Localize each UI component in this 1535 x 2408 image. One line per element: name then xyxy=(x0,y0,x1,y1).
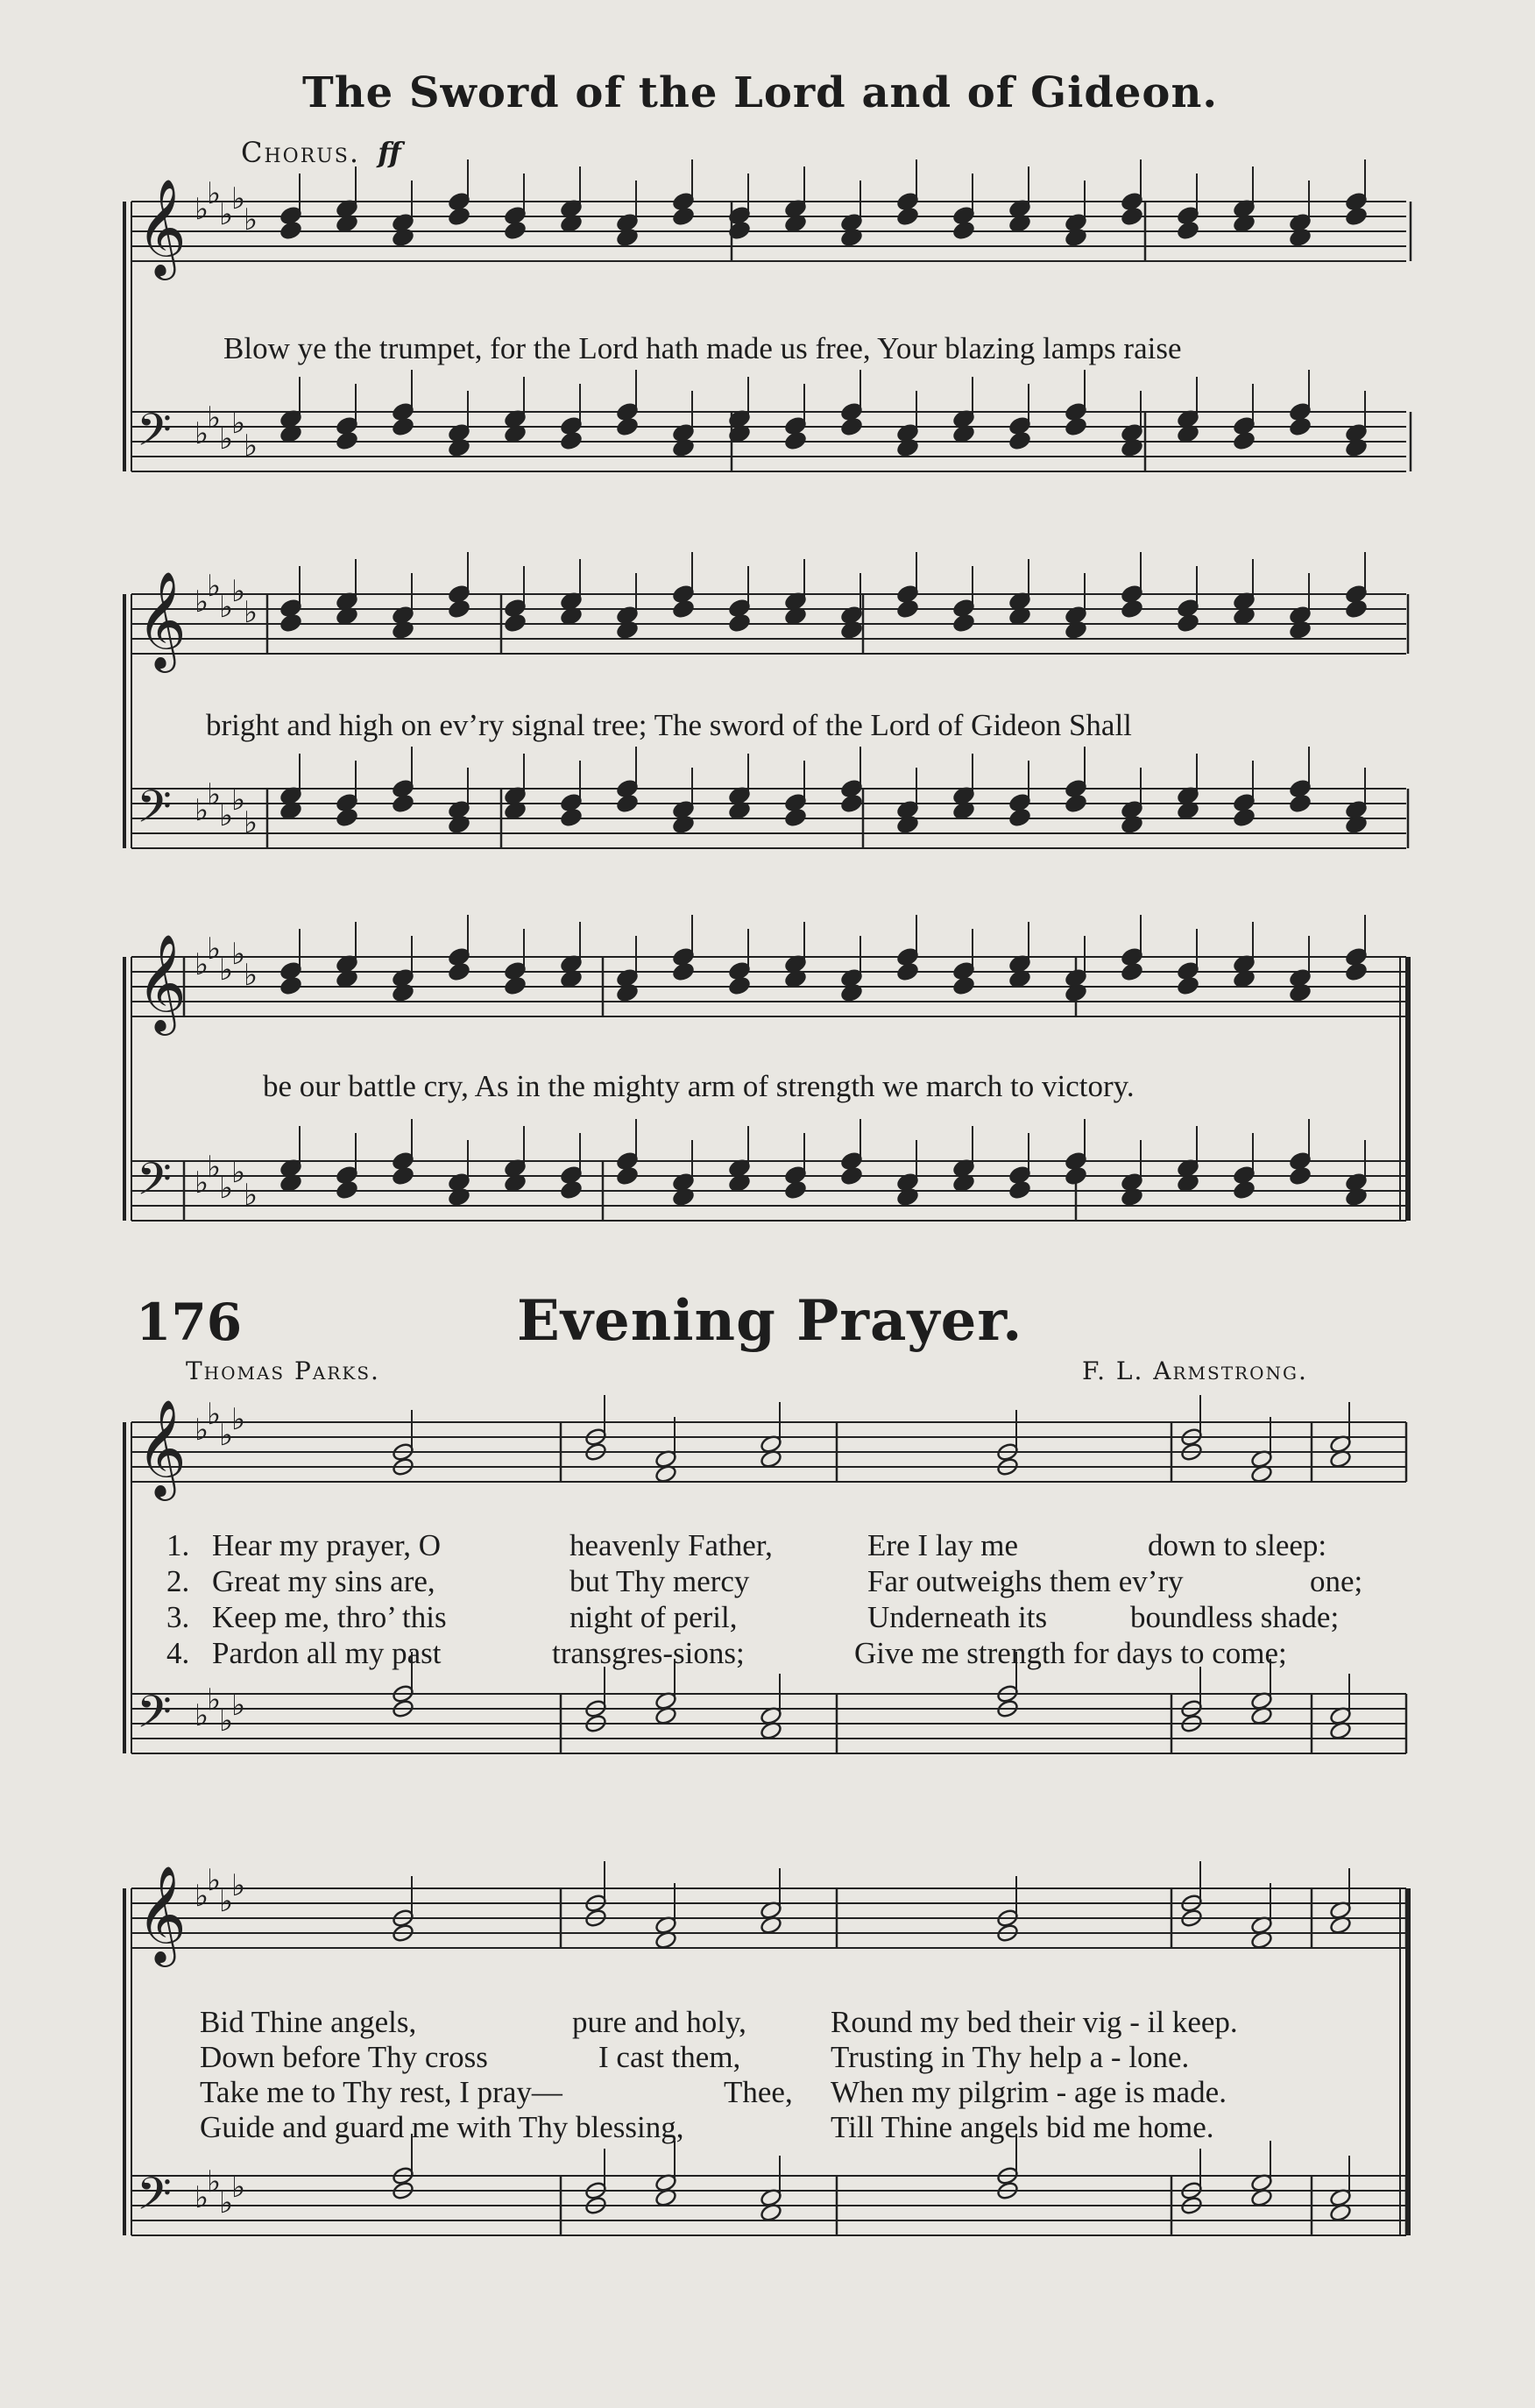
treble-clef-icon: 𝄞 xyxy=(137,1399,187,1497)
verse-text: Keep me, thro’ this xyxy=(212,1600,447,1634)
note-head xyxy=(279,221,302,241)
flat-icon: ♭ xyxy=(207,1863,222,1898)
note-head xyxy=(448,438,470,458)
flat-icon: ♭ xyxy=(207,176,222,211)
flat-icon: ♭ xyxy=(207,1150,222,1185)
verse-text: heavenly Father, xyxy=(569,1528,773,1562)
flat-icon: ♭ xyxy=(219,590,234,625)
flat-icon: ♭ xyxy=(244,805,258,840)
note-head xyxy=(728,976,751,996)
verse-text: Ere I lay me xyxy=(867,1528,1018,1562)
note-head xyxy=(448,815,470,835)
note-head xyxy=(392,1166,414,1186)
flat-icon: ♭ xyxy=(219,197,234,232)
flat-icon: ♭ xyxy=(207,931,222,967)
note-head xyxy=(840,228,863,248)
note-head xyxy=(896,599,919,620)
note-head xyxy=(672,815,695,835)
note-head xyxy=(504,613,527,634)
note-head xyxy=(1289,1166,1312,1186)
note-head xyxy=(560,431,583,451)
note-head xyxy=(1345,207,1368,227)
verse-text: I cast them, xyxy=(598,2040,741,2074)
note-head xyxy=(448,599,470,620)
flat-icon: ♭ xyxy=(231,1688,246,1723)
note-head xyxy=(1345,962,1368,982)
flat-icon: ♭ xyxy=(195,1165,209,1200)
lyric-line-3: be our battle cry, As in the mighty arm of strength we march to victory. xyxy=(263,1069,1135,1103)
flat-icon: ♭ xyxy=(219,953,234,988)
flat-icon: ♭ xyxy=(231,783,246,818)
bass-clef-icon: 𝄢 xyxy=(137,403,172,467)
flat-icon: ♭ xyxy=(195,584,209,620)
note-head xyxy=(279,613,302,634)
note-head xyxy=(1121,962,1143,982)
note-head xyxy=(560,1180,583,1200)
note-head xyxy=(1065,794,1087,814)
verse-text: When my pilgrim - age is made. xyxy=(831,2075,1227,2109)
lyric-line-1: Blow ye the trumpet, for the Lord hath made us free, Your blazing lamps raise xyxy=(223,331,1182,365)
flat-icon: ♭ xyxy=(207,2164,222,2199)
note-head xyxy=(896,1187,919,1208)
flat-icon: ♭ xyxy=(231,1155,246,1190)
song-title: The Sword of the Lord and of Gideon. xyxy=(302,68,1219,117)
flat-icon: ♭ xyxy=(219,1884,234,1919)
note-head xyxy=(1008,808,1031,828)
note-head xyxy=(504,976,527,996)
note-head xyxy=(336,431,358,451)
note-head xyxy=(448,207,470,227)
note-head xyxy=(952,221,975,241)
note-head xyxy=(896,815,919,835)
flat-icon: ♭ xyxy=(207,400,222,436)
note-head xyxy=(672,962,695,982)
note-head xyxy=(392,794,414,814)
flat-icon: ♭ xyxy=(231,937,246,972)
note-head xyxy=(1233,431,1256,451)
verse-text: Far outweighs them ev’ry xyxy=(867,1564,1184,1598)
note-head xyxy=(616,983,639,1003)
verse-text: Great my sins are, xyxy=(212,1564,435,1598)
flat-icon: ♭ xyxy=(207,569,222,604)
note-head xyxy=(1065,983,1087,1003)
note-head xyxy=(1121,815,1143,835)
flat-icon: ♭ xyxy=(231,574,246,609)
note-head xyxy=(728,613,751,634)
note-head xyxy=(1289,794,1312,814)
note-head xyxy=(616,1166,639,1186)
note-head xyxy=(1289,228,1312,248)
flat-icon: ♭ xyxy=(219,1171,234,1206)
flat-icon: ♭ xyxy=(244,1178,258,1213)
note-head xyxy=(1065,417,1087,437)
flat-icon: ♭ xyxy=(195,793,209,828)
note-head xyxy=(392,417,414,437)
verse-text: Hear my prayer, O xyxy=(212,1528,441,1562)
composer-credit: F. L. Armstrong. xyxy=(1082,1356,1308,1385)
note-head xyxy=(672,438,695,458)
note-head xyxy=(840,1166,863,1186)
flat-icon: ♭ xyxy=(231,406,246,441)
note-head xyxy=(1233,1180,1256,1200)
flat-icon: ♭ xyxy=(244,958,258,993)
verse-text: Till Thine angels bid me home. xyxy=(831,2110,1214,2144)
flat-icon: ♭ xyxy=(207,777,222,812)
note-head xyxy=(896,962,919,982)
dynamic-marking: ff xyxy=(378,136,401,169)
verse-text: Thee, xyxy=(724,2075,793,2109)
note-head xyxy=(504,221,527,241)
hymn-title: Evening Prayer. xyxy=(517,1288,1023,1354)
note-head xyxy=(1008,1180,1031,1200)
author-credit: Thomas Parks. xyxy=(186,1356,380,1385)
note-head xyxy=(1345,599,1368,620)
verse-text: Trusting in Thy help a - lone. xyxy=(831,2040,1190,2074)
bass-clef-icon: 𝄢 xyxy=(137,1685,172,1749)
verse-text: Underneath its xyxy=(867,1600,1048,1634)
note-head xyxy=(896,438,919,458)
note-head xyxy=(336,1180,358,1200)
note-head xyxy=(1121,438,1143,458)
flat-icon: ♭ xyxy=(195,1698,209,1733)
note-head xyxy=(952,976,975,996)
note-head xyxy=(616,417,639,437)
treble-clef-icon: 𝄞 xyxy=(137,178,187,276)
note-head xyxy=(1008,431,1031,451)
bass-clef-icon: 𝄢 xyxy=(137,780,172,844)
note-head xyxy=(672,207,695,227)
verse-text: Take me to Thy rest, I pray— xyxy=(200,2075,562,2109)
note-head xyxy=(616,794,639,814)
note-head xyxy=(1345,1187,1368,1208)
note-head xyxy=(448,962,470,982)
verse-text: but Thy mercy xyxy=(569,1564,750,1598)
verse-text: down to sleep: xyxy=(1148,1528,1327,1562)
flat-icon: ♭ xyxy=(219,421,234,457)
note-head xyxy=(1065,1166,1087,1186)
flat-icon: ♭ xyxy=(207,1397,222,1432)
note-head xyxy=(840,620,863,641)
staff-lines xyxy=(124,176,1411,2235)
verse-text: Bid Thine angels, xyxy=(200,2005,417,2039)
note-head xyxy=(1289,417,1312,437)
flat-icon: ♭ xyxy=(195,2180,209,2215)
verse-text: Pardon all my past xyxy=(212,1636,442,1670)
flat-icon: ♭ xyxy=(244,595,258,630)
note-head xyxy=(840,983,863,1003)
note-head xyxy=(840,794,863,814)
flat-icon: ♭ xyxy=(219,1418,234,1453)
note-head xyxy=(1121,1187,1143,1208)
flat-icon: ♭ xyxy=(195,416,209,451)
note-head xyxy=(1121,599,1143,620)
flat-icon: ♭ xyxy=(195,192,209,227)
note-head xyxy=(1065,228,1087,248)
hymn-number: 176 xyxy=(136,1293,243,1352)
note-head xyxy=(840,417,863,437)
verse-text: boundless shade; xyxy=(1130,1600,1340,1634)
flat-icon: ♭ xyxy=(231,181,246,216)
note-head xyxy=(672,1187,695,1208)
flat-icon: ♭ xyxy=(195,1413,209,1448)
flat-icon: ♭ xyxy=(195,947,209,982)
flat-icon: ♭ xyxy=(244,202,258,237)
verse-number: 3. xyxy=(166,1600,190,1634)
flat-icon: ♭ xyxy=(207,1682,222,1717)
lyric-line-2: bright and high on ev’ry signal tree; The sword of the Lord of Gideon Shall xyxy=(206,708,1132,742)
verse-text: one; xyxy=(1310,1564,1363,1598)
note-head xyxy=(560,808,583,828)
treble-clef-icon: 𝄞 xyxy=(137,570,187,669)
verse-text: Guide and guard me with Thy blessing, xyxy=(200,2110,684,2144)
flat-icon: ♭ xyxy=(219,798,234,833)
note-head xyxy=(1177,976,1199,996)
treble-clef-icon: 𝄞 xyxy=(137,1865,187,1963)
flat-icon: ♭ xyxy=(231,2170,246,2205)
verse-text: pure and holy, xyxy=(572,2005,746,2039)
treble-clef-icon: 𝄞 xyxy=(137,933,187,1031)
note-head xyxy=(336,808,358,828)
note-head xyxy=(1233,808,1256,828)
note-head xyxy=(392,620,414,641)
verse-text: Down before Thy cross xyxy=(200,2040,488,2074)
bass-clef-icon: 𝄢 xyxy=(137,1152,172,1216)
note-head xyxy=(784,1180,807,1200)
flat-icon: ♭ xyxy=(195,1879,209,1914)
flat-icon: ♭ xyxy=(219,2185,234,2220)
note-head xyxy=(784,808,807,828)
bass-clef-icon: 𝄢 xyxy=(137,2167,172,2231)
note-head xyxy=(1121,207,1143,227)
note-head xyxy=(1065,620,1087,641)
note-head xyxy=(1289,983,1312,1003)
flat-icon: ♭ xyxy=(231,1868,246,1903)
verse-number: 2. xyxy=(166,1564,190,1598)
verse-text: Give me strength for days to come; xyxy=(854,1636,1287,1670)
flat-icon: ♭ xyxy=(244,428,258,464)
verse-text: transgres-sions; xyxy=(552,1636,745,1670)
note-head xyxy=(448,1187,470,1208)
note-head xyxy=(784,431,807,451)
verse-number: 4. xyxy=(166,1636,190,1670)
note-head xyxy=(1345,438,1368,458)
note-head xyxy=(672,599,695,620)
note-head xyxy=(616,620,639,641)
note-head xyxy=(896,207,919,227)
note-head xyxy=(616,228,639,248)
note-head xyxy=(1345,815,1368,835)
note-head xyxy=(1177,613,1199,634)
verse-text: night of peril, xyxy=(569,1600,738,1634)
note-head xyxy=(279,976,302,996)
note-head xyxy=(952,613,975,634)
flat-icon: ♭ xyxy=(219,1703,234,1739)
verse-text: Round my bed their vig - il keep. xyxy=(831,2005,1238,2039)
note-head xyxy=(392,228,414,248)
note-head xyxy=(1177,221,1199,241)
flat-icon: ♭ xyxy=(231,1402,246,1437)
note-head xyxy=(392,983,414,1003)
note-head xyxy=(1289,620,1312,641)
verse-number: 1. xyxy=(166,1528,190,1562)
chorus-label: Chorus. xyxy=(241,136,361,169)
